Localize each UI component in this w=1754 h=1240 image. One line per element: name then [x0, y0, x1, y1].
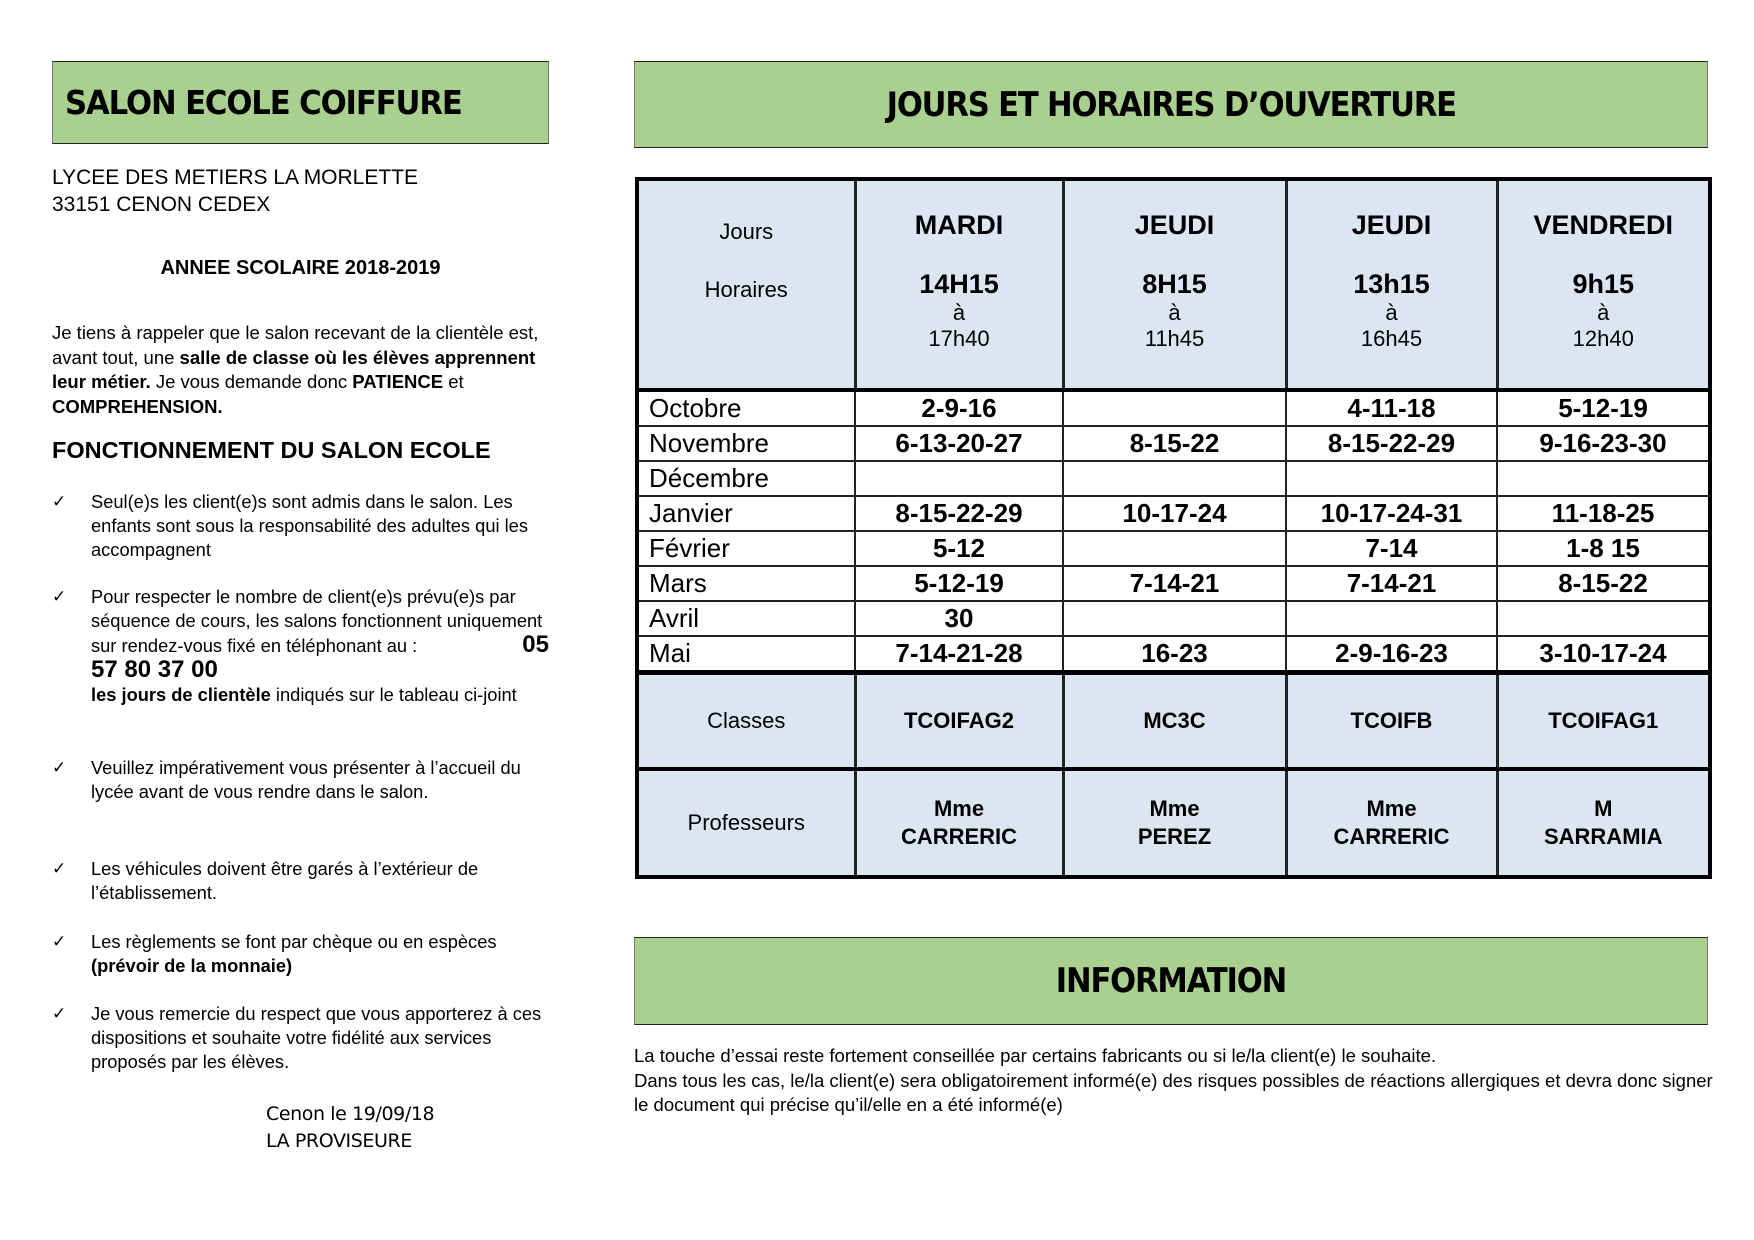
list-item-text: Les règlements se font par chèque ou en espèces — [91, 931, 497, 952]
teachers-row — [637, 769, 1710, 877]
dates-cell — [1063, 461, 1286, 496]
start-time: 9h15 — [1572, 268, 1635, 299]
time-separator: à — [1168, 299, 1181, 325]
phone-number[interactable]: 05 57 80 37 00 — [91, 631, 549, 683]
class-cell: TCOIFB — [1286, 673, 1497, 770]
table-row — [637, 566, 1710, 601]
end-time: 16h45 — [1360, 325, 1423, 351]
day-name: MARDI — [914, 209, 1004, 240]
teachers-label: Professeurs — [637, 769, 855, 877]
list-item-bold: les jours de clientèle — [91, 684, 271, 705]
month-cell: Décembre — [637, 461, 855, 496]
dates-cell — [1286, 461, 1497, 496]
signature-block — [266, 1101, 434, 1155]
month-cell: Octobre — [637, 390, 855, 426]
day-name: JEUDI — [1351, 209, 1432, 240]
dates-cell: 8-15-22 — [1063, 426, 1286, 461]
dates-cell: 5-12-19 — [1497, 390, 1710, 426]
month-cell: Février — [637, 531, 855, 566]
teacher-name: CARRERIC — [900, 824, 1018, 849]
salon-title-banner — [52, 61, 549, 144]
information-line-2: Dans tous les cas, le/la client(e) sera obligatoirement informé(e) des risques possibles de réactions allergiques et devra donc signer le document qui précise qu’il/elle en a été informé(e) — [634, 1069, 1713, 1115]
month-cell: Novembre — [637, 426, 855, 461]
dates-cell: 7-14 — [1286, 531, 1497, 566]
dates-cell: 3-10-17-24 — [1497, 636, 1710, 673]
check-icon: ✓ — [52, 859, 67, 878]
month-cell: Mars — [637, 566, 855, 601]
list-item-text: indiqués sur le tableau ci-joint — [270, 684, 517, 705]
teacher-title: Mme — [933, 796, 985, 821]
dates-cell: 4-11-18 — [1286, 390, 1497, 426]
intro-bold-patience: PATIENCE — [352, 371, 444, 392]
day-name: JEUDI — [1134, 209, 1215, 240]
month-cell: Janvier — [637, 496, 855, 531]
schedule-title: JOURS ET HORAIRES D’OUVERTURE — [886, 84, 1456, 125]
table-row — [637, 531, 1710, 566]
dates-cell: 8-15-22-29 — [1286, 426, 1497, 461]
dates-cell: 9-16-23-30 — [1497, 426, 1710, 461]
dates-cell: 2-9-16-23 — [1286, 636, 1497, 673]
teacher-cell — [1286, 769, 1497, 877]
check-icon: ✓ — [52, 1004, 67, 1023]
intro-bold-comprehension: COMPREHENSION. — [52, 395, 223, 417]
teacher-name: CARRERIC — [1333, 824, 1450, 849]
list-item-bold: (prévoir de la monnaie) — [91, 955, 293, 976]
dates-cell: 2-9-16 — [855, 390, 1063, 426]
time-separator: à — [952, 299, 966, 325]
intro-text-3: et — [443, 371, 464, 392]
dates-cell — [1497, 601, 1710, 636]
check-icon: ✓ — [52, 587, 67, 606]
teacher-cell — [1497, 769, 1710, 877]
dates-cell: 7-14-21 — [1063, 566, 1286, 601]
table-row — [637, 390, 1710, 426]
dates-cell: 30 — [855, 601, 1063, 636]
class-cell: TCOIFAG1 — [1497, 673, 1710, 770]
section-heading-fonctionnement: FONCTIONNEMENT DU SALON ECOLE — [52, 437, 491, 463]
column-header — [1286, 179, 1497, 390]
information-title: INFORMATION — [1055, 961, 1287, 1001]
signature-role: LA PROVISEURE — [266, 1130, 412, 1152]
teacher-name: PEREZ — [1137, 824, 1212, 849]
intro-text-2: Je vous demande donc — [150, 371, 353, 392]
dates-cell: 1-8 15 — [1497, 531, 1710, 566]
school-year: ANNEE SCOLAIRE 2018-2019 — [160, 257, 441, 279]
list-item — [52, 930, 552, 978]
class-cell: MC3C — [1063, 673, 1286, 770]
information-title-banner — [634, 937, 1708, 1025]
column-header — [855, 179, 1063, 390]
list-item — [52, 585, 552, 707]
intro-bold-1: salle de classe où les élèves apprennent leur métier. — [52, 346, 536, 392]
teacher-title: Mme — [1149, 796, 1200, 821]
list-item-text: Les véhicules doivent être garés à l’extérieur de l’établissement. — [91, 858, 479, 903]
class-cell: TCOIFAG2 — [855, 673, 1063, 770]
dates-cell: 8-15-22-29 — [855, 496, 1063, 531]
information-line-1: La touche d’essai reste fortement conseillée par certains fabricants ou si le/la client(e) le souhaite. — [634, 1045, 1437, 1066]
dates-cell: 10-17-24 — [1063, 496, 1286, 531]
list-item — [52, 490, 552, 562]
dates-cell: 16-23 — [1063, 636, 1286, 673]
check-icon: ✓ — [52, 932, 67, 951]
dates-cell: 5-12-19 — [855, 566, 1063, 601]
dates-cell: 10-17-24-31 — [1286, 496, 1497, 531]
start-time: 8H15 — [1142, 268, 1207, 299]
schedule-title-banner — [634, 61, 1708, 148]
list-item-text: Seul(e)s les client(e)s sont admis dans le salon. Les enfants sont sous la responsabilité des adultes qui les accompagnent — [91, 491, 528, 560]
teacher-cell — [1063, 769, 1286, 877]
dates-cell — [1497, 461, 1710, 496]
table-row — [637, 636, 1710, 673]
month-cell: Avril — [637, 601, 855, 636]
check-icon: ✓ — [52, 492, 67, 511]
list-item-text: Pour respecter le nombre de client(e)s prévu(e)s par séquence de cours, les salons fonctionnent uniquement sur rendez-vous fixé en téléphonant au : — [91, 586, 543, 656]
time-separator: à — [1385, 299, 1398, 325]
day-name: VENDREDI — [1533, 209, 1674, 240]
signature-place-date: Cenon le 19/09/18 — [266, 1103, 435, 1125]
list-item — [52, 756, 552, 804]
schedule-header-row — [637, 179, 1710, 390]
table-row — [637, 426, 1710, 461]
month-cell: Mai — [637, 636, 855, 673]
intro-paragraph — [52, 321, 552, 419]
table-row — [637, 461, 1710, 496]
dates-cell: 6-13-20-27 — [855, 426, 1063, 461]
salon-title: SALON ECOLE COIFFURE — [65, 83, 462, 122]
classes-label: Classes — [637, 673, 855, 770]
dates-cell: 11-18-25 — [1497, 496, 1710, 531]
intro-text-1: Je tiens à rappeler que le salon recevant de la clientèle est, avant tout, une — [52, 322, 539, 368]
dates-cell — [1063, 390, 1286, 426]
check-icon: ✓ — [52, 758, 67, 777]
list-item — [52, 857, 552, 905]
dates-cell — [1286, 601, 1497, 636]
start-time: 13h15 — [1353, 268, 1430, 299]
teacher-name: SARRAMIA — [1543, 824, 1663, 849]
table-row — [637, 496, 1710, 531]
list-item — [52, 1002, 552, 1074]
time-separator: à — [1597, 299, 1610, 325]
header-label-days: Jours — [719, 218, 774, 244]
dates-cell: 7-14-21 — [1286, 566, 1497, 601]
school-address — [52, 164, 418, 218]
information-text — [634, 1044, 1714, 1118]
start-time: 14H15 — [919, 268, 999, 299]
column-header — [1497, 179, 1710, 390]
end-time: 11h45 — [1144, 325, 1205, 351]
header-corner-cell — [637, 179, 855, 390]
column-header — [1063, 179, 1286, 390]
classes-row — [637, 673, 1710, 770]
list-item-text: Je vous remercie du respect que vous apporterez à ces dispositions et souhaite votre fidélité aux services proposés par les élèves. — [91, 1003, 542, 1072]
dates-cell: 7-14-21-28 — [855, 636, 1063, 673]
end-time: 12h40 — [1572, 325, 1634, 351]
teacher-title: Mme — [1366, 796, 1417, 821]
dates-cell — [855, 461, 1063, 496]
address-line-1: LYCEE DES METIERS LA MORLETTE — [52, 166, 419, 189]
list-item-text: Veuillez impérativement vous présenter à l’accueil du lycée avant de vous rendre dans le salon. — [91, 757, 521, 802]
teacher-cell — [855, 769, 1063, 877]
end-time: 17h40 — [928, 325, 990, 351]
table-row — [637, 601, 1710, 636]
header-label-hours: Horaires — [704, 276, 788, 302]
dates-cell: 8-15-22 — [1497, 566, 1710, 601]
schedule-table — [635, 177, 1712, 879]
dates-cell — [1063, 601, 1286, 636]
address-line-2: 33151 CENON CEDEX — [52, 193, 271, 216]
dates-cell: 5-12 — [855, 531, 1063, 566]
dates-cell — [1063, 531, 1286, 566]
teacher-title: M — [1594, 796, 1613, 821]
